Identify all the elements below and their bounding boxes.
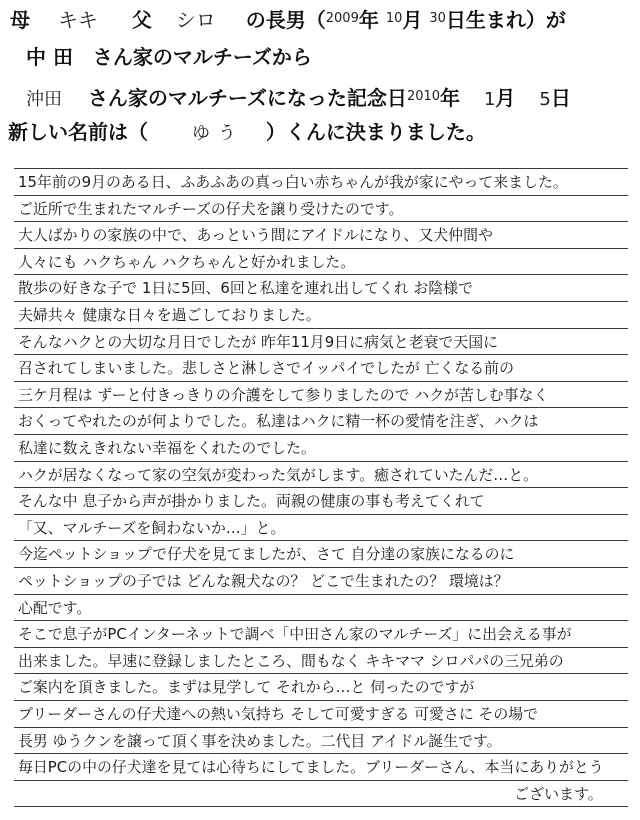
born-suffix: 日生まれ）が — [445, 8, 566, 32]
anniversary-line — [26, 84, 571, 113]
letter-line: 長男 ゆうクンを譲って頂く事を決めました。二代目 アイドル誕生です。 — [18, 731, 502, 750]
ruled-line — [14, 195, 628, 196]
mother-label: 母 — [10, 8, 30, 32]
ruled-line — [14, 168, 628, 169]
new-name-line — [8, 119, 486, 147]
letter-line: 毎日PCの中の仔犬達を見ては心待ちにしてました。ブリーダーさん、本当にありがとう — [18, 758, 604, 777]
ruled-line — [14, 780, 628, 781]
new-name-suffix: ）くんに決まりました。 — [265, 120, 486, 144]
letter-line: 15年前の9月のある日、ふあふあの真っ白い赤ちゃんが我が家にやって来ました。 — [18, 173, 568, 191]
ruled-line — [14, 434, 628, 435]
ruled-line — [14, 806, 628, 807]
birth-month: 10 — [385, 11, 403, 26]
ruled-line — [14, 221, 628, 222]
letter-line: おくってやれたのが何よりでした。私達はハクに精一杯の愛情を注ぎ、ハクは — [18, 412, 539, 431]
letter-line: 心配です。 — [18, 598, 92, 617]
anniversary-month-label: 月 — [495, 86, 516, 110]
letter-line: 人々にも ハクちゃん ハクちゃんと好かれました。 — [18, 252, 356, 271]
anniversary-day-label: 日 — [550, 86, 571, 110]
ruled-line — [14, 381, 628, 382]
letter-line: 今迄ペットショップで仔犬を見てましたが、さて 自分達の家族になるのに — [18, 545, 515, 564]
ruled-line — [14, 274, 628, 275]
new-family-surname: 沖田 — [26, 89, 62, 110]
father-name: シロ — [175, 8, 216, 32]
anniversary-year-label: 年 — [440, 86, 461, 110]
anniversary-day: 5 — [539, 89, 551, 110]
letter-line: 出来ました。早速に登録しましたところ、間もなく キキママ シロパパの三兄弟の — [18, 651, 564, 670]
eldest-son-prefix: の長男（ — [245, 8, 326, 32]
letter-line: 召されてしまいました。悲しさと淋しさでイッパイでしたが 亡くなる前の — [18, 359, 514, 378]
ruled-line — [14, 673, 628, 674]
anniversary-month: 1 — [483, 89, 496, 110]
month-label: 月 — [402, 8, 423, 32]
handwritten-letter — [14, 168, 628, 814]
year-label: 年 — [358, 8, 379, 32]
birth-year: 2009 — [325, 11, 359, 26]
ruled-line — [14, 354, 628, 355]
letter-line: ご近所で生まれたマルチーズの仔犬を譲り受けたのです。 — [18, 199, 404, 218]
letter-line: そんな中 息子から声が掛かりました。両親の健康の事も考えてくれて — [18, 492, 485, 511]
letter-line: 夫婦共々 健康な日々を過ごしておりました。 — [18, 306, 321, 324]
ruled-line — [14, 407, 628, 408]
letter-line: ブリーダーさんの仔犬達への熱い気持ち そして可愛すぎる 可愛さに その場で — [18, 705, 539, 723]
ruled-line — [14, 540, 628, 541]
breeder-line-suffix: さん家のマルチーズから — [92, 45, 312, 69]
letter-line: ハクが居なくなって家の空気が変わった気がします。癒されていたんだ…と。 — [18, 465, 538, 484]
anniversary-year: 2010 — [406, 89, 441, 104]
breeder-surname: 中 田 — [26, 45, 73, 69]
birth-day: 30 — [429, 11, 446, 26]
ruled-line — [14, 248, 628, 249]
letter-line: 大人ばかりの家族の中で、あっという間にアイドルになり、又犬仲間や — [18, 226, 493, 245]
ruled-line — [14, 487, 628, 488]
father-label: 父 — [131, 8, 152, 32]
mother-name: キキ — [57, 8, 98, 32]
letter-line: 「又、マルチーズを飼わないか…」と。 — [18, 518, 286, 537]
letter-line: そんなハクとの大切な月日でしたが 昨年11月9日に病気と老衰で天国に — [18, 332, 499, 351]
letter-line: 三ケ月程は ずーと付きっきりの介護をして参りましたので ハクが苦しむ事なく — [18, 385, 549, 404]
breeder-line — [26, 44, 312, 70]
ruled-line — [14, 514, 628, 515]
parents-line — [10, 6, 566, 33]
ruled-line — [14, 301, 628, 302]
letter-line: ご案内を頂きました。まずは見学して それから…と 伺ったのですが — [18, 678, 475, 697]
new-name-prefix: 新しい名前は（ — [8, 120, 148, 144]
ruled-line — [14, 647, 628, 648]
certificate-header — [0, 0, 640, 160]
ruled-line — [14, 567, 628, 568]
letter-line: 私達に数えきれない幸福をくれたのでした。 — [18, 439, 316, 457]
ruled-line — [14, 620, 628, 621]
ruled-line — [14, 594, 628, 595]
letter-line: ございます。 — [514, 784, 603, 803]
ruled-line — [14, 461, 628, 462]
ruled-line — [14, 727, 628, 728]
ruled-line — [14, 328, 628, 329]
ruled-line — [14, 700, 628, 701]
new-name: ゆう — [191, 123, 244, 144]
anniversary-line-suffix: さん家のマルチーズになった記念日 — [87, 86, 407, 110]
letter-line: ペットショップの子では どんな親犬なの？ どこで生まれたの？ 環境は？ — [18, 572, 509, 590]
ruled-line — [14, 753, 628, 754]
letter-line: そこで息子がPCインターネットで調べ「中田さん家のマルチーズ」に出会える事が — [18, 625, 572, 644]
letter-line: 散歩の好きな子で 1日に5回、6回と私達を連れ出してくれ お陰様で — [18, 279, 473, 298]
